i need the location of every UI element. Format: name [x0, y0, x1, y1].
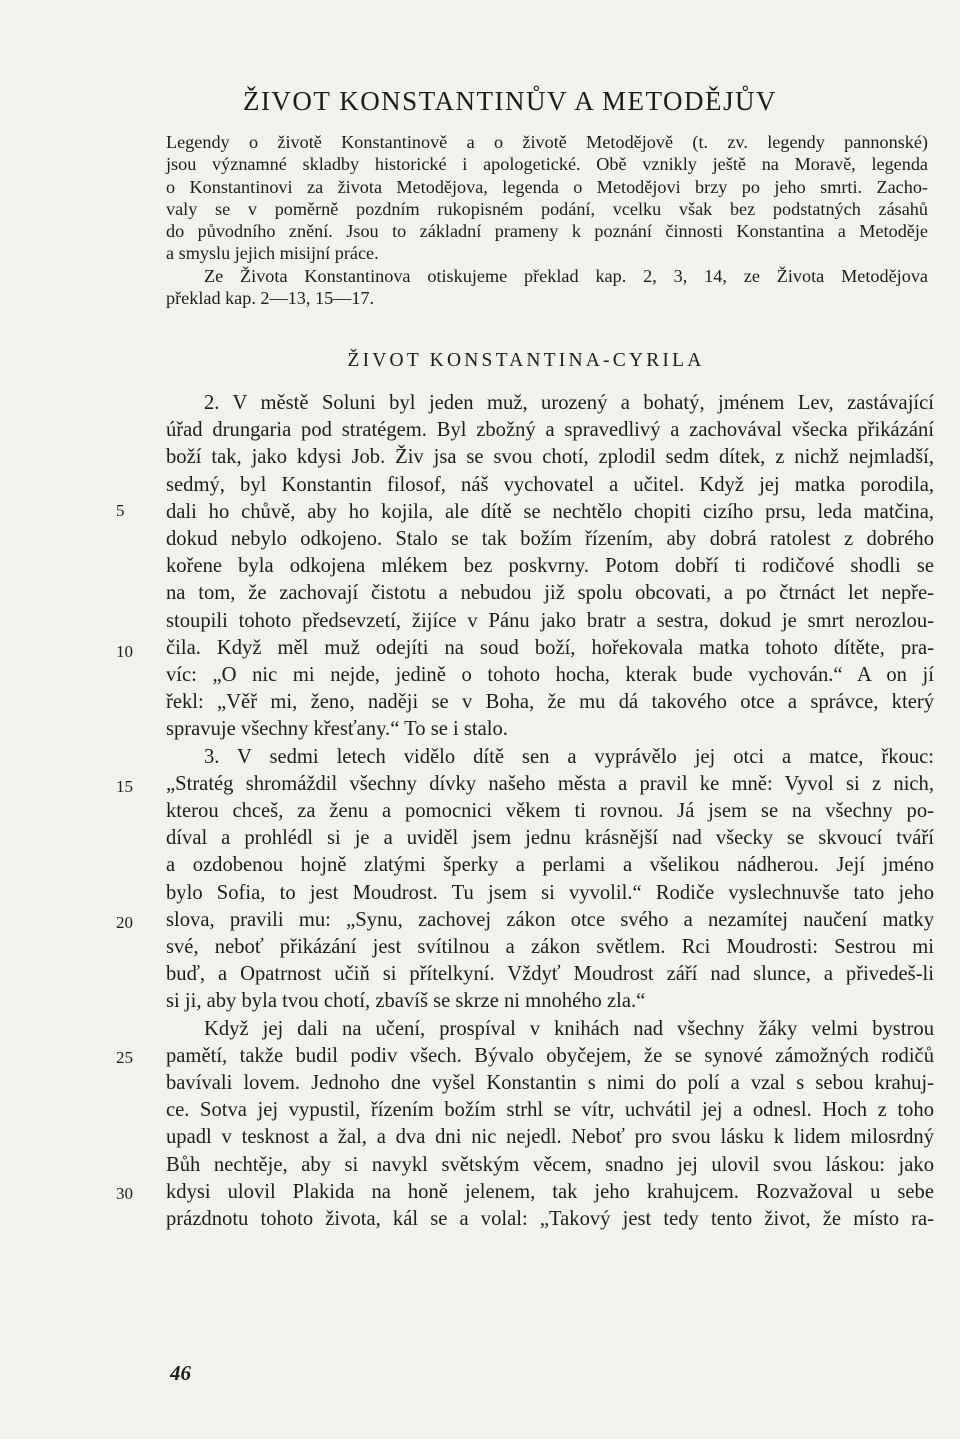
- text-line: bavívali lovem. Jednoho dne vyšel Konstantin s nimi do polí a vzal s sebou krahuj-: [166, 1072, 934, 1095]
- text-line: spravuje všechny křesťany.“ To se i stalo.: [166, 718, 508, 741]
- line-number: 25: [116, 1048, 133, 1067]
- text-line: bylo Sofia, to jest Moudrost. Tu jsem si vyvolil.“ Rodiče vyslechnuvše tato jeho: [166, 881, 934, 904]
- chapter-title: ŽIVOT KONSTANTINA-CYRILA: [347, 350, 705, 371]
- intro-line: o Konstantinovi za života Metodějova, legenda o Metodějovi brzy po jeho smrti. Zacho-: [166, 176, 928, 197]
- page-number: 46: [170, 1361, 191, 1385]
- text-line: 3. V sedmi letech vidělo dítě sen a vyprávělo jej otci a matce, řkouc:: [204, 745, 934, 768]
- text-line: své, neboť přikázání jest svítilnou a zákon světlem. Rci Moudrosti: Sestrou mi: [166, 936, 934, 959]
- text-line: slova, pravili mu: „Synu, zachovej zákon otce svého a nezamítej naučení matky: [166, 908, 934, 931]
- book-title: ŽIVOT KONSTANTINŮV A METODĚJŮV: [242, 86, 778, 116]
- text-line: na tom, že zachovají čistotu a nebudou již spolu obcovati, a po čtrnáct let nepře-: [166, 582, 934, 605]
- text-line: pamětí, takže budil podiv všech. Bývalo obyčejem, že se synové zámožných rodičů: [166, 1044, 934, 1067]
- line-number: 20: [116, 913, 133, 932]
- intro-line: a smyslu jejich misijní práce.: [166, 243, 379, 264]
- intro-paragraph: [166, 131, 928, 309]
- text-line: díval a prohlédl si je a uviděl jsem jednu krásnější nad všecky se skvoucí tváří: [166, 827, 934, 850]
- text-line: kdysi ulovil Plakida na honě jelenem, tak jeho krahujcem. Rozvažoval u sebe: [166, 1180, 934, 1203]
- text-line: dali ho chůvě, aby ho kojila, ale dítě se nechtělo chopiti cizího prsu, leda matčina,: [166, 500, 934, 523]
- line-number: 30: [116, 1184, 133, 1203]
- text-line: „Stratég shromáždil všechny dívky našeho města a pravil ke mně: Vyvol si z nich,: [166, 772, 934, 795]
- intro-line: Ze Života Konstantinova otiskujeme překlad kap. 2, 3, 14, ze Života Metodějova: [204, 265, 928, 286]
- text-line: buď, a Opatrnost učiň si přítelkyní. Vždyť Moudrost září nad slunce, a přivedeš-li: [166, 963, 934, 986]
- text-line: stoupili tohoto předsevzetí, žijíce v Pánu jako bratr a sestra, dokud je smrt nerozlou-: [166, 609, 934, 632]
- text-line: sedmý, byl Konstantin filosof, náš vychovatel a učitel. Když jej matka porodila,: [166, 473, 934, 496]
- body-text: [166, 390, 934, 1233]
- text-line: upadl v tesknost a žal, a dva dni nic nejedl. Neboť pro svou lásku k lidem milosrdný: [166, 1126, 934, 1149]
- text-line: úřad drungaria pod stratégem. Byl zbožný a spravedlivý a zachovával všecka přikázání: [166, 419, 934, 442]
- text-line: a ozdobenou hojně zlatými šperky a perlami a všelikou nádherou. Její jméno: [166, 854, 934, 877]
- text-line: 2. V městě Soluni byl jeden muž, urozený a bohatý, jménem Lev, zastávající: [204, 392, 934, 414]
- text-line: Když jej dali na učení, prospíval v knihách nad všechny žáky velmi bystrou: [204, 1017, 934, 1040]
- text-line: si ji, aby byla tvou chotí, zbavíš se skrze ni mnohého zla.“: [166, 990, 646, 1013]
- text-line: řekl: „Věř mi, ženo, naději se v Boha, že mu dá takového otce a správce, který: [166, 691, 934, 714]
- text-line: čila. Když měl muž odejíti na soud boží, hořekovala matka tohoto dítěte, pra-: [166, 636, 934, 659]
- text-line: víc: „O nic mi nejde, jedině o tohoto hocha, kterak bude vychován.“ A on jí: [166, 664, 934, 687]
- text-line: ce. Sotva jej vypustil, řízením božím strhl se vítr, uchvátil jej a odnesl. Hoch z toho: [166, 1099, 934, 1122]
- line-number: 15: [116, 777, 133, 796]
- intro-line: do původního znění. Jsou to základní prameny k poznání činnosti Konstantina a Metoděje: [166, 221, 928, 242]
- text-line: prázdnotu tohoto života, kál se a volal: „Takový jest tedy tento život, že místo ra-: [166, 1208, 934, 1231]
- line-number: 5: [116, 501, 125, 520]
- intro-line: valy se v poměrně pozdním rukopisném podání, vcelku však bez podstatných zásahů: [166, 198, 928, 219]
- intro-line: Legendy o životě Konstantinově a o životě Metodějově (t. zv. legendy pannonské): [166, 132, 928, 152]
- text-line: Bůh nechtěje, aby si navykl světským věcem, snadno jej ulovil svou láskou: jako: [166, 1153, 934, 1176]
- intro-line: jsou významné skladby historické i apologetické. Obě vznikly ještě na Moravě, legenda: [166, 154, 928, 175]
- line-number: 10: [116, 642, 133, 661]
- intro-line: překlad kap. 2—13, 15—17.: [166, 288, 375, 309]
- text-line: kořene byla odkojena mlékem bez poskvrny. Potom dobří ti rodičové shodli se: [166, 555, 934, 578]
- text-line: boží tak, jako kdysi Job. Živ jsa se svou chotí, zplodil sedm dítek, z nichž nejmladší,: [166, 446, 934, 469]
- text-line: kterou chceš, za ženu a pomocnici věkem ti rovnou. Já jsem se na všechny po-: [166, 800, 934, 823]
- text-line: dokud nebylo odkojeno. Stalo se tak božím řízením, aby dobrá ratolest z dobrého: [166, 528, 934, 551]
